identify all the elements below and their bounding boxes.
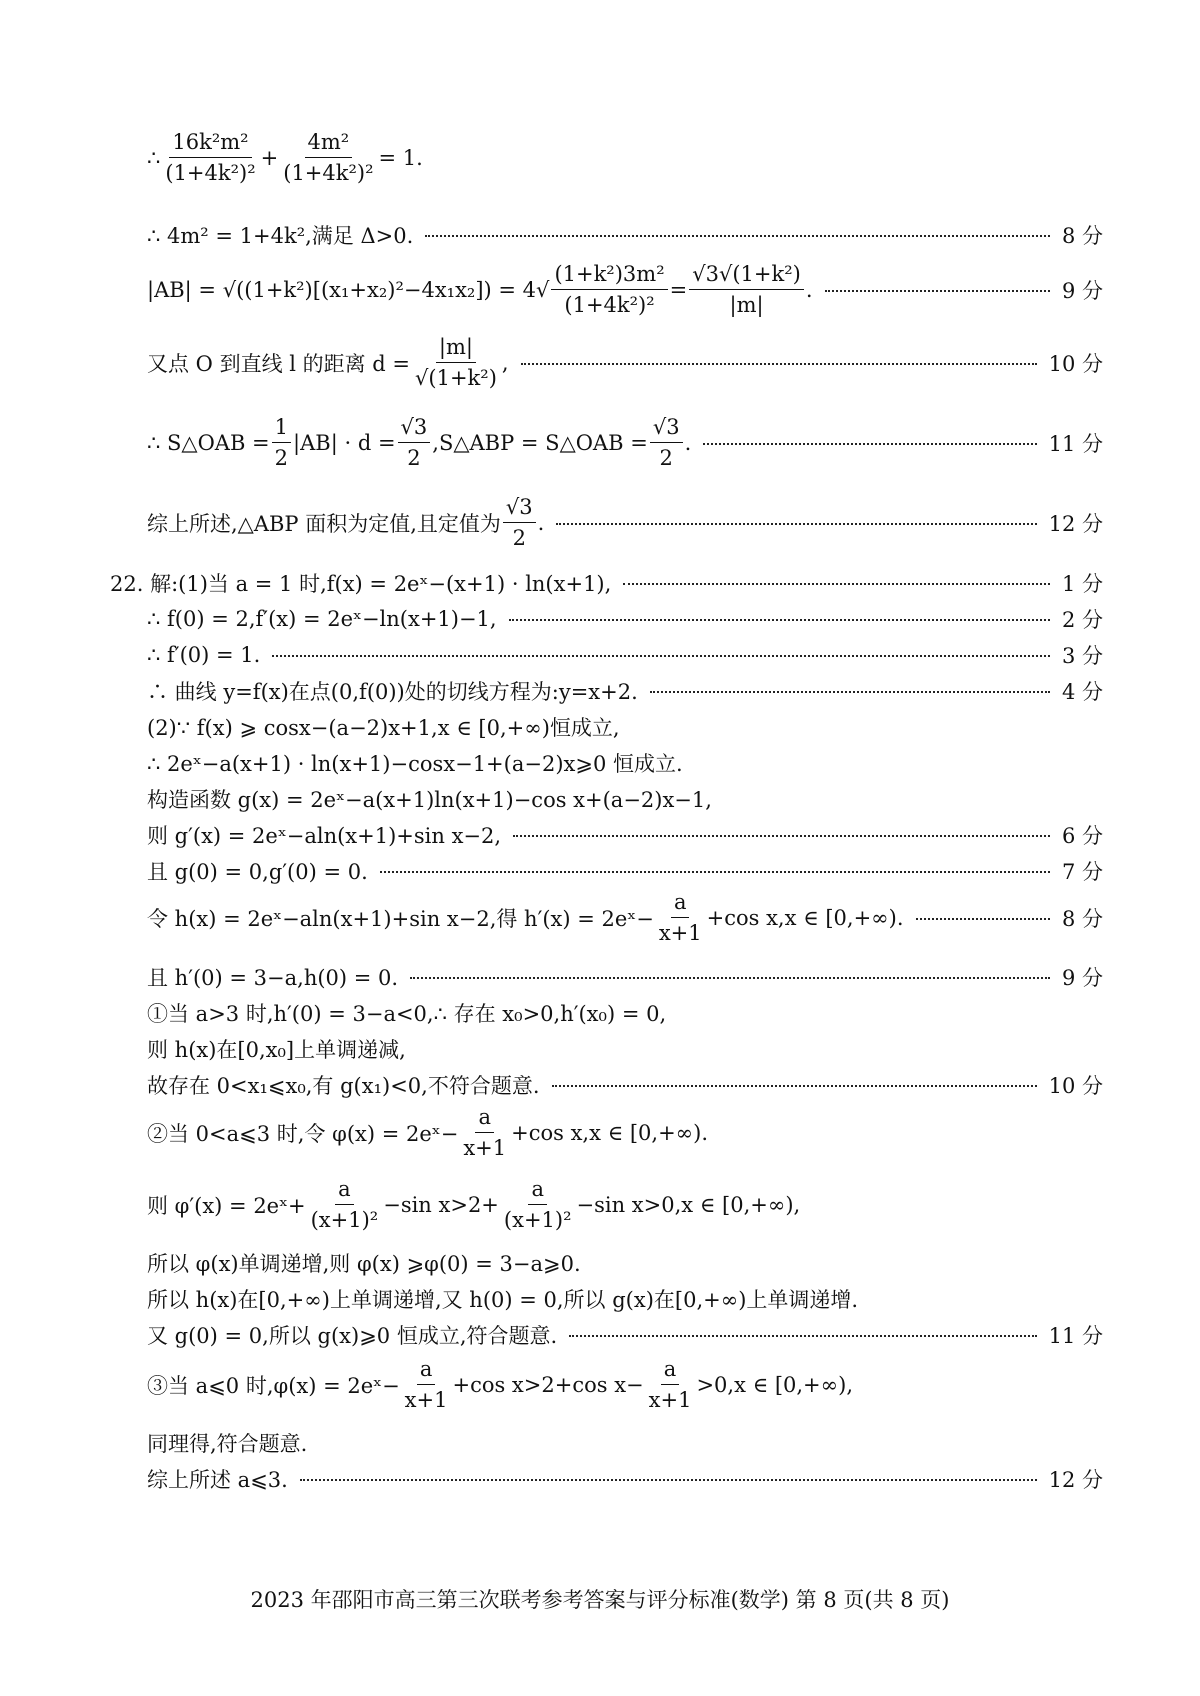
- numerator: 1: [272, 415, 291, 443]
- text-segment: +cos x>2+cos x−: [452, 1372, 644, 1397]
- math-expression: (2)∵ f(x) ⩾ cosx−(a−2)x+1,x ∈ [0,+∞)恒成立,: [147, 716, 620, 740]
- fraction: [272, 415, 291, 470]
- numerator: a: [417, 1357, 436, 1385]
- fraction: [162, 130, 258, 185]
- dot-leader: [556, 521, 1036, 525]
- score-mark: 10 分: [1048, 351, 1103, 376]
- numerator: 4m²: [305, 130, 353, 158]
- solution-line: [147, 1034, 1103, 1064]
- denominator: 2: [274, 446, 289, 471]
- denominator: (1+4k²)²: [165, 161, 256, 186]
- math-expression: [147, 495, 544, 550]
- solution-line: [147, 712, 1103, 742]
- solution-line: [147, 784, 1103, 814]
- math-expression: [147, 1357, 853, 1412]
- solution-line: [110, 568, 1103, 598]
- score-mark: 8 分: [1061, 224, 1103, 248]
- text-segment: ∴: [147, 145, 161, 170]
- text-segment: .: [684, 430, 692, 455]
- dot-leader: [703, 441, 1036, 445]
- score-mark: 11 分: [1048, 1324, 1103, 1348]
- solution-line: [147, 1428, 1103, 1458]
- dot-leader: [410, 975, 1050, 979]
- solution-line: [147, 820, 1103, 850]
- page-footer: 2023 年邵阳市高三第三次联考参考答案与评分标准(数学) 第 8 页(共 8 页): [250, 1588, 950, 1612]
- text-segment: 则 φ′(x) = 2eˣ+: [147, 1193, 306, 1218]
- math-expression: 所以 h(x)在[0,+∞)上单调递增,又 h(0) = 0,所以 g(x)在[0,+∞)上单调递增.: [147, 1288, 859, 1312]
- math-expression: [147, 335, 509, 390]
- numerator: √3: [398, 415, 431, 443]
- solution-line: [147, 856, 1103, 886]
- score-mark: 11 分: [1048, 431, 1103, 456]
- math-expression: 则 h(x)在[0,x₀]上单调递减,: [147, 1038, 406, 1062]
- solution-line: [147, 1320, 1103, 1350]
- score-mark: 2 分: [1061, 608, 1103, 632]
- denominator: x+1: [404, 1388, 448, 1413]
- text-segment: ③当 a⩽0 时,φ(x) = 2eˣ−: [147, 1373, 400, 1398]
- math-expression: ∴ 曲线 y=f(x)在点(0,f(0))处的切线方程为:y=x+2.: [147, 680, 638, 704]
- solution-line: [147, 890, 1103, 945]
- fraction: [280, 130, 376, 185]
- denominator: 2: [512, 526, 526, 551]
- fraction: [551, 262, 667, 317]
- math-expression: 且 g(0) = 0,g′(0) = 0.: [147, 860, 368, 884]
- solution-line: [147, 998, 1103, 1028]
- math-expression: [147, 262, 813, 317]
- text-segment: ∴ S△OAB =: [147, 430, 270, 455]
- text-segment: >0,x ∈ [0,+∞),: [696, 1372, 854, 1397]
- text-segment: 又点 O 到直线 l 的距离 d =: [147, 351, 411, 376]
- fraction: [650, 415, 683, 470]
- text-segment: 综上所述,△ABP 面积为定值,且定值为: [147, 511, 501, 536]
- dot-leader: [623, 581, 1050, 585]
- fraction: [656, 890, 705, 945]
- dot-leader: [916, 916, 1050, 920]
- fraction: [689, 262, 804, 317]
- math-expression: 则 g′(x) = 2eˣ−aln(x+1)+sin x−2,: [147, 824, 502, 848]
- dot-leader: [521, 361, 1037, 365]
- solution-line: [147, 1248, 1103, 1278]
- text-segment: ,: [501, 350, 509, 375]
- dot-leader: [425, 233, 1050, 237]
- solution-line: [147, 1284, 1103, 1314]
- denominator: 2: [407, 446, 421, 471]
- solution-line: [147, 415, 1103, 470]
- solution-line: [147, 220, 1103, 250]
- denominator: (x+1)²: [310, 1208, 379, 1233]
- numerator: a: [671, 890, 690, 918]
- math-expression: ①当 a>3 时,h′(0) = 3−a<0,∴ 存在 x₀>0,h′(x₀) = 0,: [147, 1002, 667, 1026]
- denominator: x+1: [658, 921, 702, 946]
- solution-line: [147, 748, 1103, 778]
- numerator: (1+k²)3m²: [551, 262, 667, 290]
- fraction: [646, 1357, 695, 1412]
- dot-leader: [650, 689, 1050, 693]
- score-mark: 9 分: [1061, 278, 1103, 303]
- text-segment: |AB| = √((1+k²)[(x₁+x₂)²−4x₁x₂]) = 4√: [147, 277, 550, 302]
- dot-leader: [569, 1333, 1036, 1337]
- text-segment: .: [805, 277, 813, 302]
- text-segment: |AB| · d =: [293, 430, 396, 455]
- dot-leader: [552, 1083, 1037, 1087]
- text-segment: +cos x,x ∈ [0,+∞).: [511, 1120, 709, 1145]
- denominator: (1+4k²)²: [564, 293, 655, 318]
- dot-leader: [825, 288, 1050, 292]
- math-expression: ∴ 2eˣ−a(x+1) · ln(x+1)−cosx−1+(a−2)x⩾0 恒成立.: [147, 752, 683, 776]
- text-segment: +cos x,x ∈ [0,+∞).: [706, 905, 904, 930]
- denominator: (1+4k²)²: [283, 161, 374, 186]
- numerator: a: [661, 1357, 680, 1385]
- solution-line: [147, 262, 1103, 317]
- fraction: [412, 335, 500, 390]
- dot-leader: [272, 653, 1050, 657]
- math-expression: 故存在 0<x₁⩽x₀,有 g(x₁)<0,不符合题意.: [147, 1074, 540, 1098]
- solution-line: [147, 962, 1103, 992]
- numerator: a: [335, 1177, 354, 1205]
- solution-line: [147, 335, 1103, 390]
- fraction: [402, 1357, 451, 1412]
- text-segment: −sin x>0,x ∈ [0,+∞),: [576, 1192, 801, 1217]
- numerator: √3: [650, 415, 683, 443]
- math-expression: 又 g(0) = 0,所以 g(x)⩾0 恒成立,符合题意.: [147, 1324, 558, 1348]
- math-expression: 22. 解:(1)当 a = 1 时,f(x) = 2eˣ−(x+1) · ln(x+1),: [110, 572, 612, 596]
- solution-line: [147, 604, 1103, 634]
- fraction: [501, 1177, 575, 1232]
- solution-line: [147, 1105, 1103, 1160]
- denominator: 2: [659, 446, 673, 471]
- denominator: |m|: [729, 293, 764, 318]
- math-expression: [147, 415, 691, 470]
- math-expression: ∴ 4m² = 1+4k²,满足 Δ>0.: [147, 224, 414, 248]
- math-expression: [147, 130, 423, 185]
- score-mark: 6 分: [1061, 824, 1103, 848]
- dot-leader: [380, 869, 1050, 873]
- fraction: [308, 1177, 382, 1232]
- score-mark: 12 分: [1048, 1468, 1103, 1492]
- score-mark: 1 分: [1061, 572, 1103, 596]
- score-mark: 12 分: [1048, 511, 1103, 536]
- score-mark: 10 分: [1048, 1074, 1103, 1098]
- denominator: x+1: [648, 1388, 692, 1413]
- numerator: √3: [503, 495, 536, 523]
- fraction: [460, 1105, 509, 1160]
- dot-leader: [300, 1477, 1037, 1481]
- score-mark: 4 分: [1061, 680, 1103, 704]
- text-segment: −sin x>2+: [383, 1192, 499, 1217]
- fraction: [503, 495, 536, 550]
- math-expression: [147, 1105, 708, 1160]
- math-expression: 所以 φ(x)单调递增,则 φ(x) ⩾φ(0) = 3−a⩾0.: [147, 1252, 581, 1276]
- score-mark: 3 分: [1061, 644, 1103, 668]
- score-mark: 7 分: [1061, 860, 1103, 884]
- text-segment: +: [260, 145, 279, 170]
- math-expression: 且 h′(0) = 3−a,h(0) = 0.: [147, 966, 399, 990]
- denominator: x+1: [463, 1136, 507, 1161]
- text-segment: = 1.: [378, 145, 423, 170]
- math-expression: ∴ f′(0) = 1.: [147, 643, 261, 667]
- solution-line: [147, 1357, 1103, 1412]
- solution-line: [147, 640, 1103, 670]
- numerator: 16k²m²: [169, 130, 251, 158]
- fraction: [398, 415, 431, 470]
- score-mark: 9 分: [1061, 966, 1103, 990]
- math-expression: 同理得,符合题意.: [147, 1432, 308, 1456]
- math-expression: 综上所述 a⩽3.: [147, 1468, 288, 1492]
- math-expression: 构造函数 g(x) = 2eˣ−a(x+1)ln(x+1)−cos x+(a−2)x−1,: [147, 788, 712, 812]
- solution-line: [147, 1177, 1103, 1232]
- dot-leader: [513, 833, 1050, 837]
- denominator: √(1+k²): [415, 366, 497, 391]
- numerator: |m|: [436, 335, 476, 363]
- text-segment: .: [537, 510, 545, 535]
- text-segment: ,S△ABP = S△OAB =: [432, 430, 648, 455]
- solution-line: [147, 130, 1103, 185]
- solution-line: [147, 676, 1103, 706]
- numerator: a: [475, 1105, 494, 1133]
- text-segment: 令 h(x) = 2eˣ−aln(x+1)+sin x−2,得 h′(x) = 2eˣ−: [147, 906, 654, 931]
- score-mark: 8 分: [1061, 906, 1103, 931]
- math-expression: [147, 890, 904, 945]
- denominator: (x+1)²: [503, 1208, 572, 1233]
- solution-line: [147, 495, 1103, 550]
- math-expression: [147, 1177, 800, 1232]
- numerator: a: [528, 1177, 547, 1205]
- solution-line: [147, 1070, 1103, 1100]
- dot-leader: [509, 617, 1050, 621]
- numerator: √3√(1+k²): [689, 262, 804, 290]
- text-segment: =: [669, 277, 688, 302]
- solution-line: [147, 1464, 1103, 1494]
- math-expression: ∴ f(0) = 2,f′(x) = 2eˣ−ln(x+1)−1,: [147, 607, 497, 631]
- text-segment: ②当 0<a⩽3 时,令 φ(x) = 2eˣ−: [147, 1121, 459, 1146]
